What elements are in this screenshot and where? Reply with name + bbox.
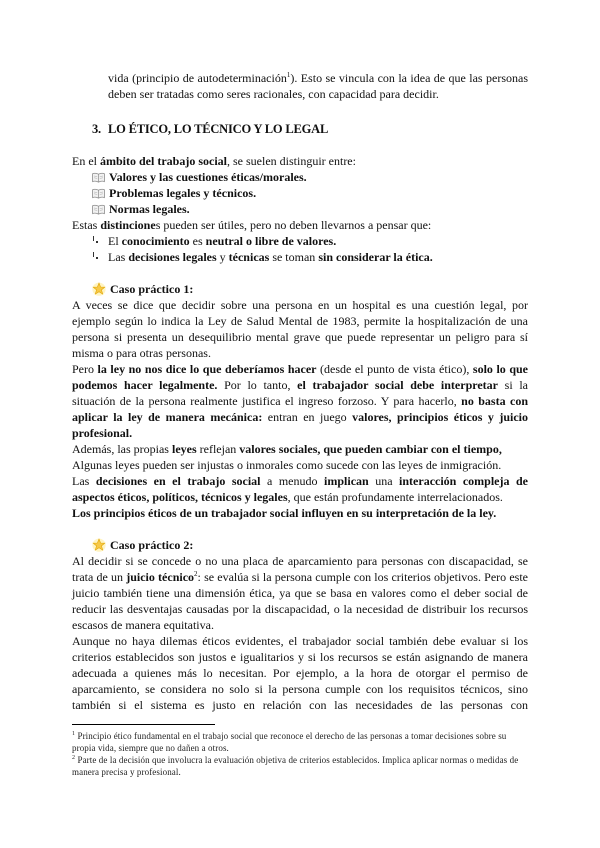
misconceptions-list xyxy=(72,233,528,265)
footnote-reference: 1 xyxy=(286,71,291,79)
distinction-item xyxy=(92,169,528,185)
distinctions-list xyxy=(72,169,528,217)
footnote-reference: 2 xyxy=(194,570,198,578)
lead-paragraph xyxy=(72,153,528,169)
book-icon xyxy=(92,201,109,217)
misconception-item xyxy=(92,249,528,265)
case-paragraph xyxy=(72,633,528,713)
text-run: una xyxy=(368,474,400,488)
text-run: : se evalúa si la persona cumple con los criterios objetivos. Pero este juicio también tiene una dimensión ética, ya que se basa en valores como el deber social de reducir las desventajas causadas por la discapacidad, o la necesidad de distribuir los recursos escasos de manera equitativa. xyxy=(72,570,528,632)
text-run: (desde el punto de vista ético), xyxy=(316,362,473,376)
bullet-icon xyxy=(92,249,108,265)
footnote-text: Principio ético fundamental en el trabajo social que reconoce el derecho de las personas a tomar decisiones sobre su propia vida, siempre que no dañen a otros. xyxy=(72,731,507,753)
case-heading xyxy=(92,281,528,297)
text-run: Al decidir si se concede o no una placa de aparcamiento para personas con discapacidad, se trata de un xyxy=(72,554,528,584)
misconception-text xyxy=(108,249,433,265)
bold-text: Los principios éticos de un trabajador social influyen en su interpretación de la ley. xyxy=(72,506,497,520)
bold-text: técnicas xyxy=(228,250,270,264)
text-run: Además, las propias xyxy=(72,442,172,456)
bullet-icon xyxy=(92,233,108,249)
text-run: a menudo xyxy=(260,474,325,488)
book-icon xyxy=(92,169,109,185)
footnote-1 xyxy=(72,730,528,754)
text-run: vida (principio de autodeterminación xyxy=(108,71,287,85)
text-run: Algunas leyes pueden ser injustas o inmorales como sucede con las leyes de inmigración. xyxy=(72,458,502,472)
star-icon xyxy=(92,281,110,297)
bold-text: leyes xyxy=(171,442,197,456)
distinction-text: Problemas legales y técnicos. xyxy=(109,186,257,200)
text-run: En el xyxy=(72,154,100,168)
text-run: y xyxy=(216,250,229,264)
text-run: , que están profundamente interrelacionados. xyxy=(287,490,503,504)
section-number: 3. xyxy=(92,122,101,136)
bold-text: juicio técnico xyxy=(126,570,195,584)
bold-text: distincione xyxy=(100,218,156,232)
case-paragraph xyxy=(72,361,528,441)
case-heading xyxy=(92,537,528,553)
text-run: es xyxy=(189,234,206,248)
case-title: Caso práctico 1: xyxy=(110,282,194,296)
bold-text: el trabajador social debe interpretar xyxy=(297,378,498,392)
distinction-item xyxy=(92,201,528,217)
bold-text: implican xyxy=(324,474,369,488)
case-paragraph xyxy=(72,441,528,457)
text-run: A veces se dice que decidir sobre una persona en un hospital es una cuestión legal, por ejemplo según lo indica la Ley de Salud Mental de 1983, permite la hospitalización de una persona si presenta un desequilibrio mental grave que puede representar un peligro para sí misma o para otras personas. xyxy=(72,298,528,360)
text-run: Pero xyxy=(72,362,98,376)
text-run: ). Esto se vincula con la idea de que las personas deben ser tratadas como seres racionales, con capacidad para decidir. xyxy=(108,71,528,101)
distinction-text: Valores y las cuestiones éticas/morales. xyxy=(109,170,307,184)
text-run: Las xyxy=(108,250,129,264)
case-title: Caso práctico 2: xyxy=(110,538,194,552)
text-run: si la situación de la persona realmente justifica el ingreso forzoso. Y para hacerlo, xyxy=(72,378,529,408)
misconception-item xyxy=(92,233,528,249)
case-paragraph xyxy=(72,297,528,361)
bold-text: solo lo que podemos hacer legalmente. xyxy=(72,362,528,392)
text-run: El xyxy=(108,234,122,248)
bold-text: decisiones en el trabajo social xyxy=(95,474,261,488)
case-paragraph xyxy=(72,553,528,633)
text-run: , se suelen distinguir entre: xyxy=(227,154,356,168)
text-run: s pueden ser útiles, pero no deben llevarnos a pensar que: xyxy=(155,218,432,232)
misconception-text xyxy=(108,233,336,249)
bold-text: interacción compleja de aspectos éticos, políticos, técnicos y legales xyxy=(72,474,529,504)
text-run: Aunque no haya dilemas éticos evidentes, el trabajador social también debe evaluar si los criterios establecidos son justos e igualitarios y si los recursos se están asignando de manera adecuada a quienes más lo necesitan. Por ejemplo, a la hora de otorgar el permiso de aparcamiento, se considera no solo si la persona cumple con los requisitos técnicos, sino también si el sistema es justo en relación con las necesidades de las personas con xyxy=(72,634,528,712)
case-study-2 xyxy=(72,537,528,713)
text-run: reflejan xyxy=(196,442,240,456)
case-study-1 xyxy=(72,281,528,521)
case-body xyxy=(72,553,528,713)
section-title: LO ÉTICO, LO TÉCNICO Y LO LEGAL xyxy=(108,122,329,136)
bold-text: la ley no nos dice lo que deberíamos hacer xyxy=(97,362,317,376)
page-content xyxy=(72,70,528,778)
text-run: Estas xyxy=(72,218,101,232)
star-icon xyxy=(92,537,110,553)
caveat-paragraph xyxy=(72,217,528,233)
text-run: Las xyxy=(72,474,96,488)
bold-text: ámbito del trabajo social xyxy=(100,154,227,168)
bold-text: valores sociales, que pueden cambiar con el tiempo, xyxy=(239,442,502,456)
bold-text: sin considerar la ética. xyxy=(318,250,433,264)
footnote-text: Parte de la decisión que involucra la evaluación objetiva de criterios establecidos. Implica aplicar normas o medidas de manera precisa y profesional. xyxy=(72,755,519,777)
bold-text: neutral o libre de valores. xyxy=(205,234,337,248)
text-run: entran en juego xyxy=(262,410,353,424)
case-paragraph xyxy=(72,473,528,505)
distinction-item xyxy=(92,185,528,201)
bold-text: valores, principios éticos y juicio profesional. xyxy=(72,410,529,440)
footnote-marker: 2 xyxy=(72,755,76,761)
bold-text: no basta con aplicar la ley de manera mecánica: xyxy=(72,394,528,424)
text-run: Por lo tanto, xyxy=(217,378,298,392)
footnote-2 xyxy=(72,754,528,778)
intro-paragraph xyxy=(108,70,528,102)
bold-text: decisiones legales xyxy=(128,250,217,264)
case-paragraph xyxy=(72,505,528,521)
distinction-text: Normas legales. xyxy=(109,202,190,216)
footnote-separator xyxy=(72,724,215,725)
text-run: se toman xyxy=(269,250,319,264)
footnote-marker: 1 xyxy=(72,731,76,737)
bold-text: conocimiento xyxy=(121,234,190,248)
section-heading xyxy=(92,121,528,137)
footnotes xyxy=(72,730,528,778)
case-body xyxy=(72,297,528,521)
case-paragraph xyxy=(72,457,528,473)
book-icon xyxy=(92,185,109,201)
